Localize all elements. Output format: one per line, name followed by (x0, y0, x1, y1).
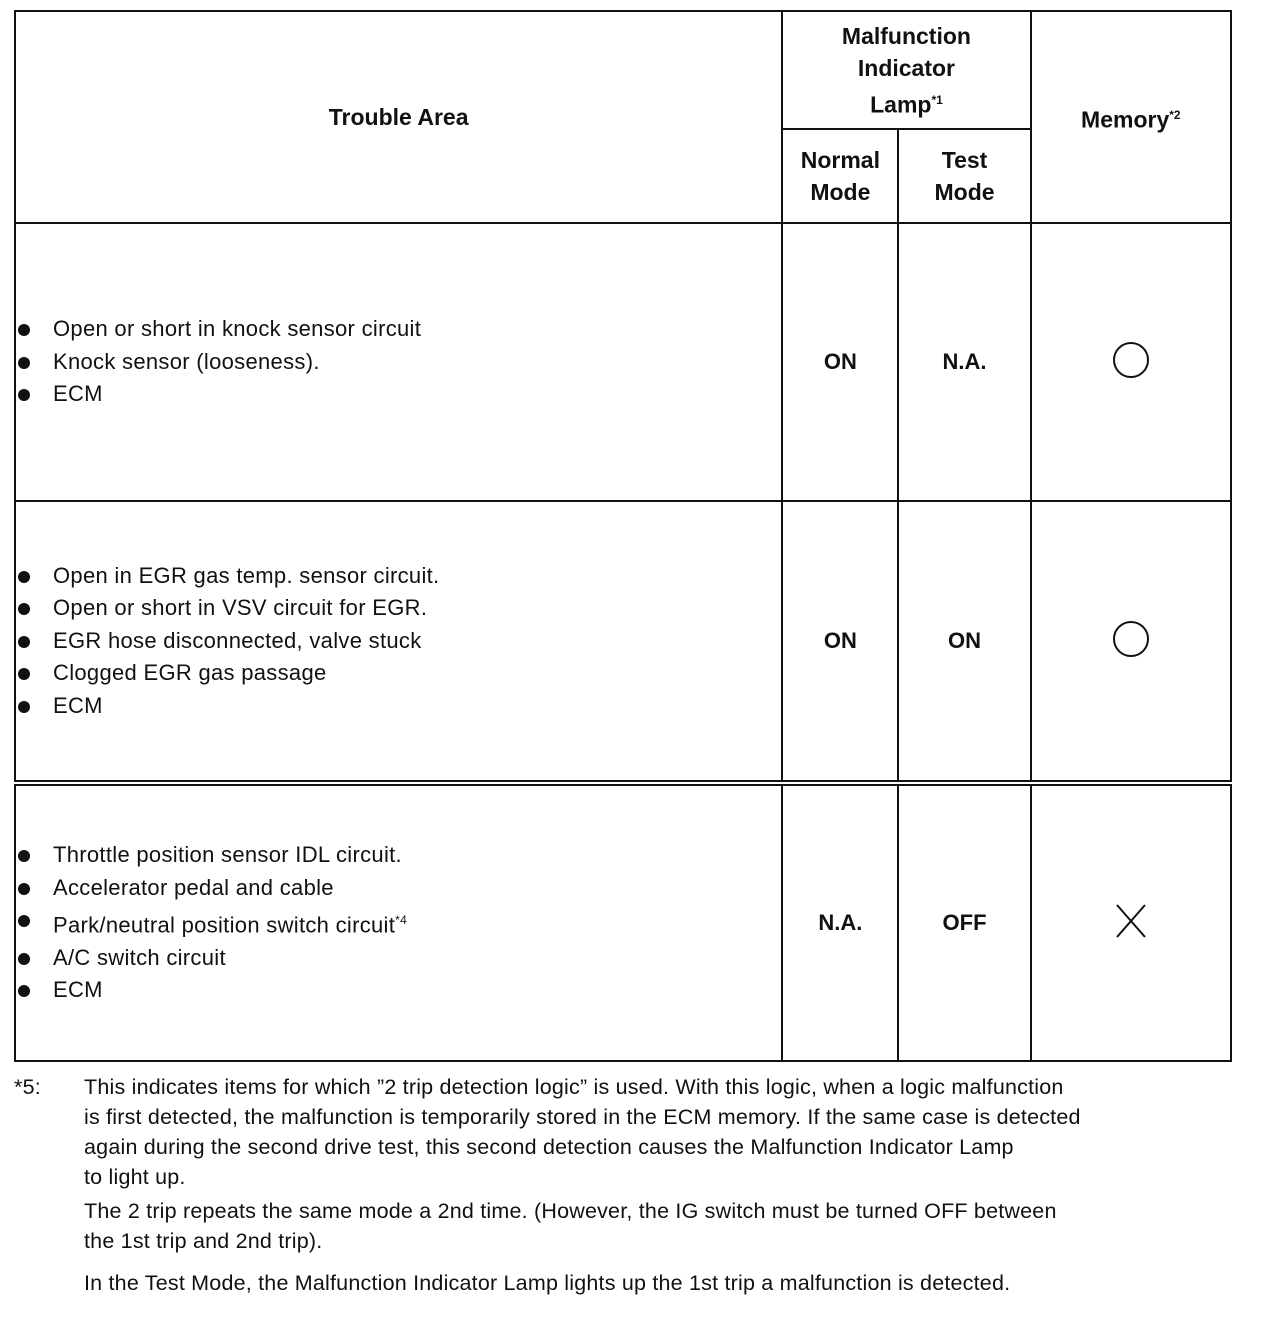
table-row (15, 783, 1231, 1061)
normal-mode-cell: N.A. (782, 783, 898, 1061)
list-item: Throttle position sensor IDL circuit. (16, 839, 781, 872)
memory-header: Memory$^{*2}$ (1031, 11, 1231, 223)
footnote-block (14, 1072, 1240, 1298)
normal-mode-cell: ON (782, 223, 898, 501)
memory-header-footnote: *2 (1169, 107, 1181, 122)
mil-header (782, 11, 1030, 129)
test-mode-cell: ON (898, 501, 1030, 783)
test-mode-header: Test Mode (898, 129, 1030, 223)
list-item: Park/neutral position switch circuit$^{*4}$ (16, 904, 781, 942)
mil-header-line2: Indicator (857, 54, 956, 81)
circle-icon (1113, 342, 1149, 378)
cross-icon (1115, 903, 1147, 939)
list-item: Open or short in VSV circuit for EGR. (16, 592, 781, 625)
footnote-line: the 1st trip and 2nd trip). (84, 1229, 323, 1253)
footnote-line: again during the second drive test, this second detection causes the Malfunction Indicator Lamp (84, 1135, 1014, 1159)
trouble-area-cell (15, 783, 782, 1061)
normal-mode-header: Normal Mode (782, 129, 898, 223)
memory-cell (1031, 223, 1231, 501)
mil-header-line1: Malfunction (841, 22, 971, 49)
list-item: ECM (16, 974, 781, 1007)
circle-icon (1113, 621, 1149, 657)
list-item: EGR hose disconnected, valve stuck (16, 625, 781, 658)
list-item: ECM (16, 690, 781, 723)
list-item: Clogged EGR gas passage (16, 657, 781, 690)
list-item: Open in EGR gas temp. sensor circuit. (16, 560, 781, 593)
footnote-line: In the Test Mode, the Malfunction Indicator Lamp lights up the 1st trip a malfunction is detected. (84, 1271, 1011, 1295)
footnote-line: to light up. (84, 1165, 186, 1189)
trouble-area-header: Trouble Area (15, 11, 782, 223)
memory-cell (1031, 783, 1231, 1061)
list-item: A/C switch circuit (16, 942, 781, 975)
memory-cell (1031, 501, 1231, 783)
footnote-line: is first detected, the malfunction is temporarily stored in the ECM memory. If the same case is detected (84, 1105, 1081, 1129)
normal-mode-cell: ON (782, 501, 898, 783)
trouble-area-cell (15, 223, 782, 501)
table-row (15, 501, 1231, 783)
diagnostic-table (14, 10, 1232, 1062)
test-mode-cell: OFF (898, 783, 1030, 1061)
footnote-label: *5: (14, 1075, 41, 1099)
footnote-line: This indicates items for which ”2 trip detection logic” is used. With this logic, when a logic malfunction (84, 1075, 1064, 1099)
list-item: Open or short in knock sensor circuit (16, 313, 781, 346)
mil-header-line3: Lamp (870, 91, 932, 118)
trouble-area-cell (15, 501, 782, 783)
list-item: ECM (16, 378, 781, 411)
list-item: Accelerator pedal and cable (16, 872, 781, 905)
footnote-line: The 2 trip repeats the same mode a 2nd time. (However, the IG switch must be turned OFF between (84, 1199, 1057, 1223)
mil-header-footnote: *1 (931, 92, 943, 107)
footnote-marker: *4 (395, 913, 408, 928)
table-row (15, 223, 1231, 501)
list-item: Knock sensor (looseness). (16, 346, 781, 379)
test-mode-cell: N.A. (898, 223, 1030, 501)
